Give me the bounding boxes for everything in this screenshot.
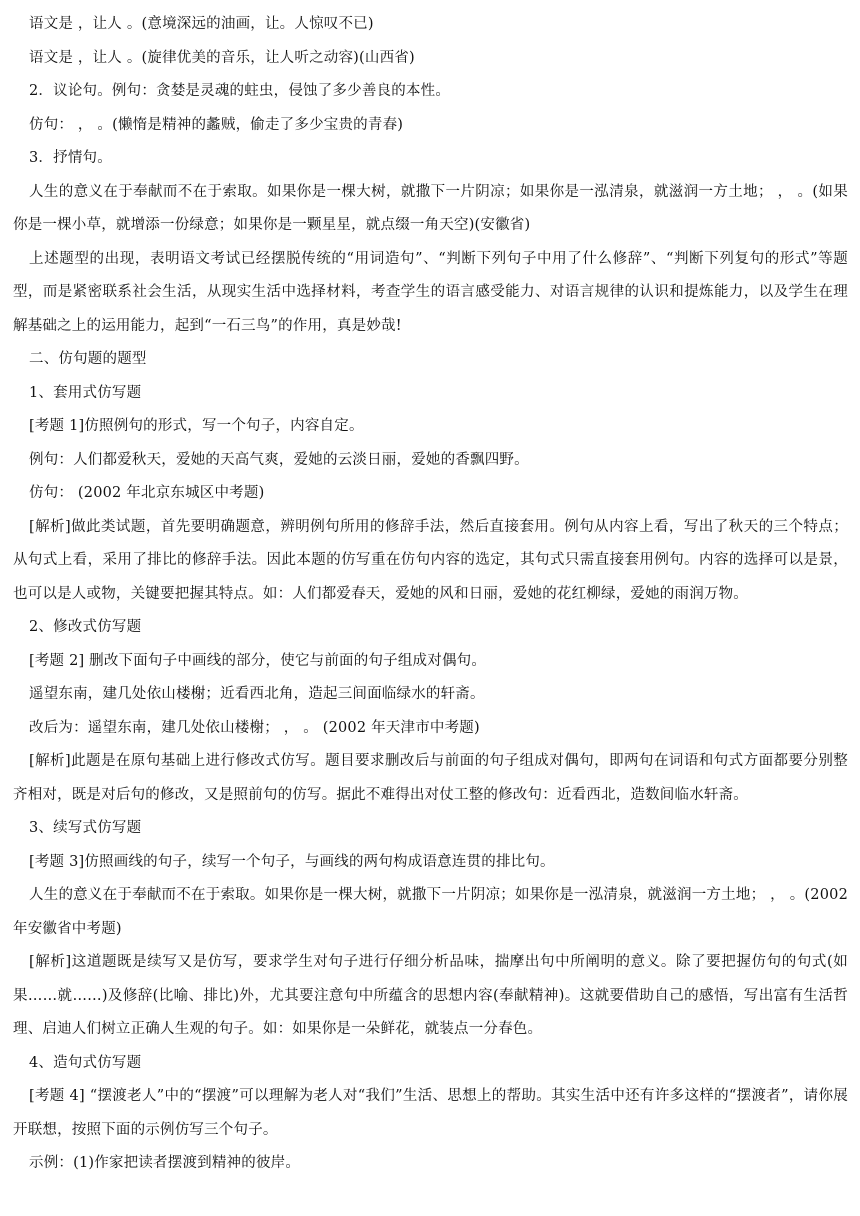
paragraph: [解析]做此类试题，首先要明确题意，辨明例句所用的修辞手法，然后直接套用。例句从内容上看，写出了秋天的三个特点；从句式上看，采用了排比的修辞手法。因此本题的仿写重在仿句内容的选定，其句式只需直接套用例句。内容的选择可以是景，也可以是人或物，关键要把握其特点。如：人们都爱春天，爱她的风和日丽，爱她的花红柳绿，爱她的雨润万物。	[13, 518, 848, 602]
paragraph: [考题 3]仿照画线的句子，续写一个句子，与画线的两句构成语意连贯的排比句。	[29, 853, 555, 870]
paragraph: 示例：(1)作家把读者摆渡到精神的彼岸。	[29, 1155, 301, 1171]
paragraph: 仿句： ， 。(懒惰是精神的蠡贼，偷走了多少宝贵的青春)	[29, 116, 404, 133]
paragraph: 人生的意义在于奉献而不在于索取。如果你是一棵大树，就撒下一片阴凉；如果你是一泓清泉，就滋润一方土地； ， 。(2002 年安徽省中考题)	[13, 887, 848, 937]
paragraph: 上述题型的出现，表明语文考试已经摆脱传统的“用词造句”、“判断下列句子中用了什么修辞”、“判断下列复句的形式”等题型，而是紧密联系社会生活，从现实生活中选择材料，考查学生的语言感受能力、对语言规律的认识和提炼能力，以及学生在理解基础之上的运用能力，起到“一石三鸟”的作用，真是妙哉!	[13, 250, 848, 334]
section-heading: 二、仿句题的题型	[29, 351, 147, 367]
subsection-heading: 2、修改式仿写题	[29, 619, 142, 635]
document-page	[0, 8, 860, 1181]
subsection-heading: 1、套用式仿写题	[29, 384, 142, 401]
paragraph: [考题 1]仿照例句的形式，写一个句子，内容自定。	[29, 418, 364, 434]
paragraph: [考题 2] 删改下面句子中画线的部分，使它与前面的句子组成对偶句。	[29, 652, 487, 669]
paragraph: 仿句： (2002 年北京东城区中考题)	[29, 485, 265, 501]
paragraph: 例句：人们都爱秋天，爱她的天高气爽，爱她的云淡日丽，爱她的香飘四野。	[29, 451, 529, 468]
paragraph: 3．抒情句。	[29, 150, 112, 166]
paragraph: 改后为：遥望东南，建几处依山楼榭； ， 。 (2002 年天津市中考题)	[29, 719, 480, 736]
subsection-heading: 3、续写式仿写题	[29, 820, 142, 836]
paragraph: 遥望东南，建几处依山楼榭；近看西北角，造起三间面临绿水的轩斋。	[29, 686, 485, 702]
paragraph: [解析]这道题既是续写又是仿写，要求学生对句子进行仔细分析品味，揣摩出句中所阐明的意义。除了要把握仿句的句式(如果……就……)及修辞(比喻、排比)外，尤其要注意句中所蕴含的思想内容(奉献精神)。这就要借助自己的感悟，写出富有生活哲理、启迪人们树立正确人生观的句子。如：如果你是一朵鲜花，就装点一分春色。	[13, 954, 848, 1037]
paragraph: 语文是 ，让人 。(意境深远的油画，让。人惊叹不已)	[29, 16, 374, 32]
paragraph: [解析]此题是在原句基础上进行修改式仿写。题目要求删改后与前面的句子组成对偶句，即两句在词语和句式方面都要分别整齐相对，既是对后句的修改，又是照前句的仿写。据此不难得出对仗工整的修改句：近看西北，造数间临水轩斋。	[13, 753, 848, 803]
paragraph: 人生的意义在于奉献而不在于索取。如果你是一棵大树，就撒下一片阴凉；如果你是一泓清泉，就滋润一方土地； ， 。(如果你是一棵小草，就增添一份绿意；如果你是一颗星星，就点缀一角天空)(安徽省)	[13, 183, 848, 233]
paragraph: [考题 4] “摆渡老人”中的“摆渡”可以理解为老人对“我们”生活、思想上的帮助。其实生活中还有许多这样的“摆渡者”，请你展开联想，按照下面的示例仿写三个句子。	[13, 1088, 848, 1138]
subsection-heading: 4、造句式仿写题	[29, 1054, 142, 1071]
paragraph: 语文是 ，让人 。(旋律优美的音乐，让人听之动容)(山西省)	[29, 49, 415, 66]
paragraph: 2．议论句。例句：贪婪是灵魂的蛀虫，侵蚀了多少善良的本性。	[29, 83, 451, 99]
